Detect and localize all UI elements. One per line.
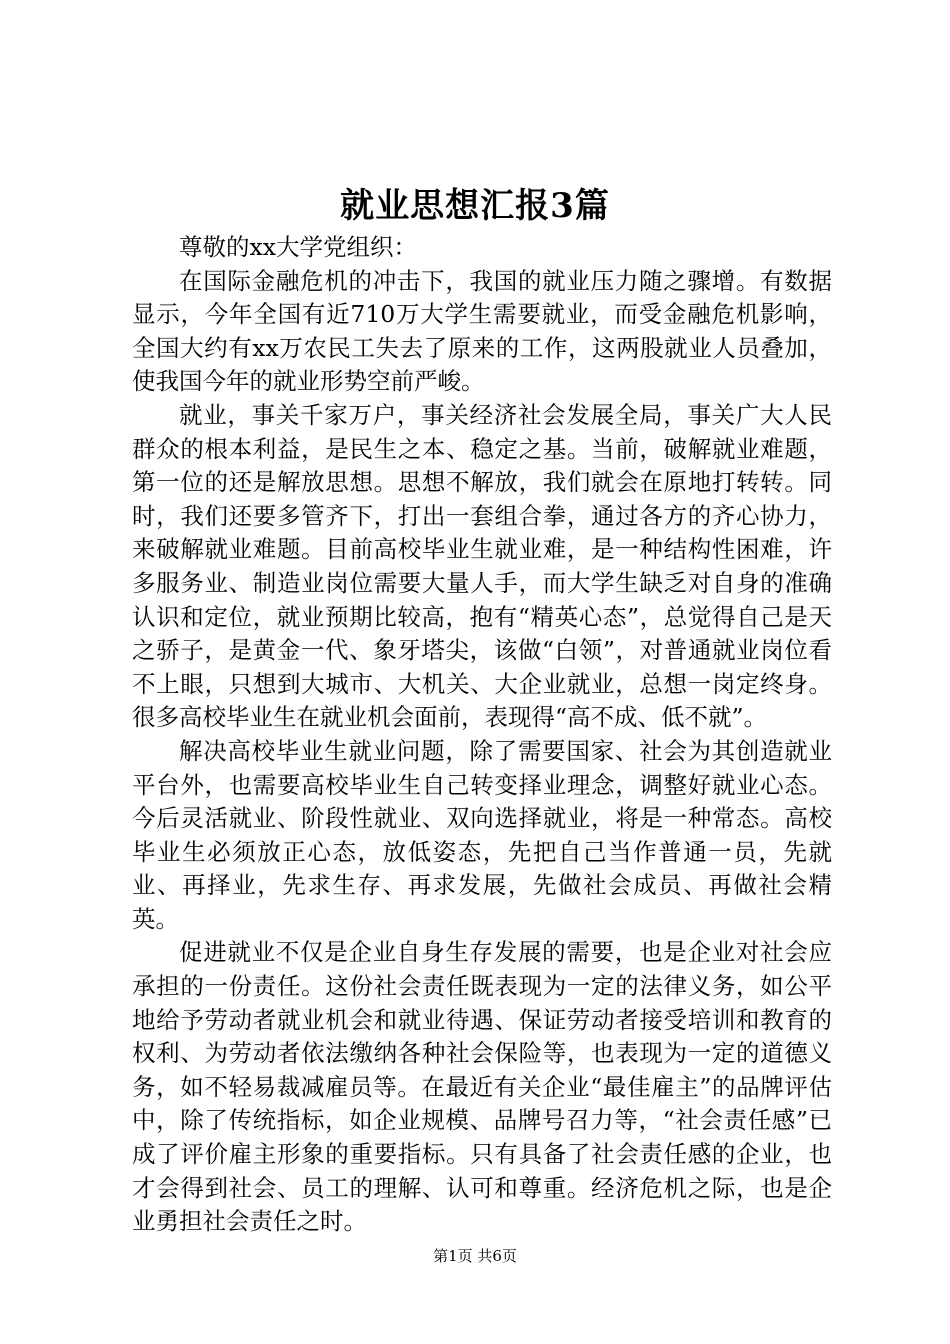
salutation: 尊敬的xx大学党组织： (179, 233, 418, 261)
paragraph: 解决高校毕业生就业问题，除了需要国家、社会为其创造就业平台外，也需要高校毕业生自己转变择业理念，调整好就业心态。今后灵活就业、阶段性就业、双向选择就业，将是一种常态。高校毕业生必须放正心态，放低姿态，先把自己当作普通一员，先就业、再择业，先求生存、再求发展，先做社会成员、再做社会精英。 (132, 736, 832, 933)
document-title: 就业思想汇报3篇 (340, 186, 610, 226)
document-body (132, 231, 832, 1239)
paragraph: 就业，事关千家万户，事关经济社会发展全局，事关广大人民群众的根本利益，是民生之本、稳定之基。当前，破解就业难题，第一位的还是解放思想。思想不解放，我们就会在原地打转转。同时，我们还要多管齐下，打出一套组合拳，通过各方的齐心协力，来破解就业难题。目前高校毕业生就业难，是一种结构性困难，许多服务业、制造业岗位需要大量人手，而大学生缺乏对自身的准确认识和定位，就业预期比较高，抱有“精英心态”，总觉得自己是天之骄子，是黄金一代、象牙塔尖，该做“白领”，对普通就业岗位看不上眼，只想到大城市、大机关、大企业就业，总想一岗定终身。很多高校毕业生在就业机会面前，表现得“高不成、低不就”。 (132, 400, 832, 732)
page-footer: 第1页 共6页 (433, 1247, 517, 1265)
paragraph: 促进就业不仅是企业自身生存发展的需要，也是企业对社会应承担的一份责任。这份社会责任既表现为一定的法律义务，如公平地给予劳动者就业机会和就业待遇、保证劳动者接受培训和教育的权利、为劳动者依法缴纳各种社会保险等，也表现为一定的道德义务，如不轻易裁减雇员等。在最近有关企业“最佳雇主”的品牌评估中，除了传统指标，如企业规模、品牌号召力等，“社会责任感”已成了评价雇主形象的重要指标。只有具备了社会责任感的企业，也才会得到社会、员工的理解、认可和尊重。经济危机之际，也是企业勇担社会责任之时。 (132, 938, 832, 1236)
paragraph: 在国际金融危机的冲击下，我国的就业压力随之骤增。有数据显示，今年全国有近710万大学生需要就业，而受金融危机影响，全国大约有xx万农民工失去了原来的工作，这两股就业人员叠加，使我国今年的就业形势空前严峻。 (132, 266, 832, 396)
